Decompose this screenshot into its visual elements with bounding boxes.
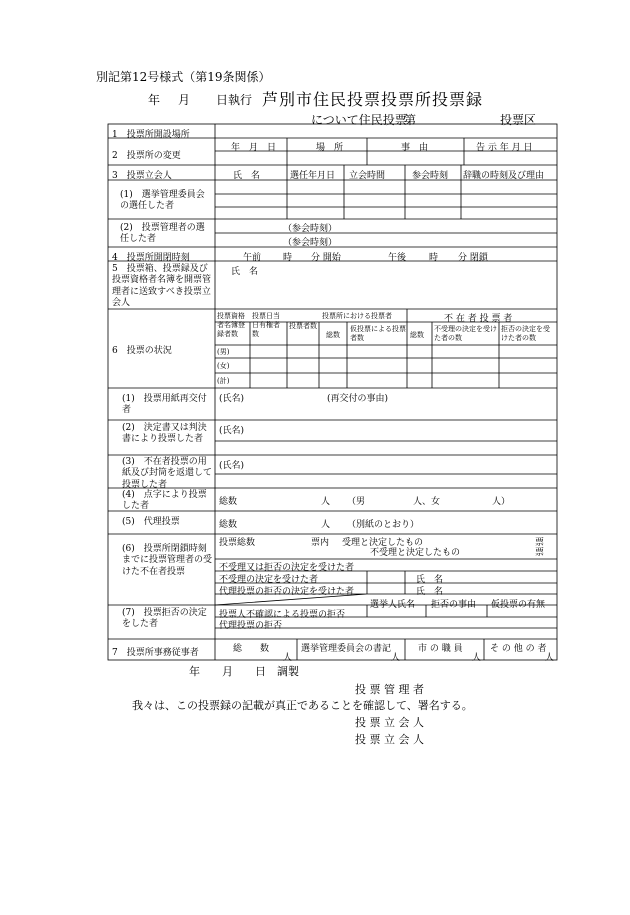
col-provisional-flag: 仮投票の有無 bbox=[491, 600, 546, 610]
col-reason: 事 由 bbox=[401, 143, 429, 153]
col-attend-time: 立会時間 bbox=[349, 171, 386, 181]
open-min-label: 分 開始 bbox=[311, 253, 341, 263]
prepared-date: 年 月 日 調製 bbox=[189, 665, 299, 678]
join-time-note-1: （参会時刻） bbox=[283, 224, 338, 234]
witness-committee-label: (1) 選挙管理委員会の選任した者 bbox=[120, 190, 205, 212]
reissue-name-label: (氏名) bbox=[219, 394, 245, 404]
row-staff-label: 7 投票所事務従事者 bbox=[112, 648, 199, 658]
staff-other-nin: 人 bbox=[545, 653, 555, 663]
col-not-accepted: 不受理の決定を受けた者の数 bbox=[434, 325, 497, 342]
about-vote-label: について住民投票 bbox=[311, 113, 407, 127]
col-absentee-total: 総数 bbox=[410, 331, 424, 339]
col-appoint-date: 選任年月日 bbox=[290, 171, 336, 181]
manager-signature-label: 投 票 管 理 者 bbox=[355, 683, 424, 696]
col-voter-name: 選挙人氏名 bbox=[370, 600, 416, 610]
open-hour-label: 時 bbox=[283, 253, 293, 263]
col-join-time: 参会時刻 bbox=[412, 171, 449, 181]
year-label: 年 bbox=[148, 93, 161, 107]
decision-vote-label: (2) 決定書又は判決書により投票した者 bbox=[122, 423, 207, 445]
col-refusal-reason: 拒否の事由 bbox=[431, 600, 477, 610]
col-inplace-voters: 投票所における投票者 bbox=[322, 312, 392, 320]
braille-nin-label: 人 bbox=[321, 497, 331, 507]
close-min-label: 分 閉鎖 bbox=[458, 253, 488, 263]
reject-decision-line: 不受理又は拒否の決定を受けた者 bbox=[219, 563, 355, 573]
col-provisional: 仮投票による投票者数 bbox=[350, 325, 406, 342]
braille-female-label: 人、女 bbox=[413, 497, 441, 507]
row-delivery-witness-label: 5 投票箱、投票録及び投票資格者名簿を開票管理者に送致すべき投票立会人 bbox=[112, 264, 212, 308]
district-label: 投票区 bbox=[500, 113, 537, 127]
staff-committee-clerk-label: 選挙管理委員会の書記 bbox=[301, 644, 392, 654]
staff-city-label: 市 の 職 員 bbox=[418, 644, 463, 654]
hyo-accepted-unit: 票 bbox=[535, 538, 545, 548]
proxy-refused-line: 代理投票の拒否の決定を受けた者 bbox=[219, 587, 355, 597]
braille-label: (4) 点字により投票した者 bbox=[122, 490, 207, 512]
proxy-vote-label: (5) 代理投票 bbox=[122, 517, 180, 527]
col-eligible: 投票日当日有権者数 bbox=[252, 312, 280, 338]
absentee-total-label: 投票総数 bbox=[219, 538, 256, 548]
name-label-2: 氏 名 bbox=[416, 587, 444, 597]
reissue-label: (1) 投票用紙再交付者 bbox=[122, 394, 207, 416]
absentee-return-label: (3) 不在者投票の用紙及び封筒を返還して投票した者 bbox=[122, 457, 213, 490]
decision-vote-name-label: (氏名) bbox=[219, 426, 245, 436]
row-vote-status-label: 6 投票の状況 bbox=[112, 346, 172, 356]
col-voters: 投票者数 bbox=[289, 322, 317, 330]
delivery-name-label: 氏 名 bbox=[231, 267, 259, 277]
not-accepted-line: 不受理の決定を受けた者 bbox=[219, 575, 319, 585]
certification-statement: 我々は、この投票録の記載が真正であることを確認して、署名する。 bbox=[132, 699, 473, 712]
row-male: (男) bbox=[217, 348, 230, 356]
proxy-note-label: （別紙のとおり） bbox=[347, 520, 420, 530]
day-exec-label: 日執行 bbox=[216, 93, 253, 107]
form-id: 別記第12号様式（第19条関係） bbox=[96, 70, 271, 84]
row-total: (計) bbox=[217, 377, 230, 385]
unconfirmed-refusal-line: 投票人不確認による投票の拒否 bbox=[219, 610, 346, 620]
col-place: 場 所 bbox=[316, 143, 344, 153]
row-place-change-label: 2 投票所の変更 bbox=[112, 151, 181, 161]
row-witness-label: 3 投票立会人 bbox=[112, 171, 172, 181]
absentee-accepted-label: 受理と決定したもの bbox=[342, 538, 424, 548]
witness-signature-label-1: 投 票 立 会 人 bbox=[355, 716, 424, 729]
absentee-rejected-label: 不受理と決定したもの bbox=[370, 548, 461, 558]
staff-clerk-nin: 人 bbox=[391, 653, 401, 663]
document-title: 芦別市住民投票投票所投票録 bbox=[262, 90, 484, 109]
dai-label: 第 bbox=[404, 113, 417, 127]
proxy-nin-label: 人 bbox=[321, 520, 331, 530]
pm-label: 午後 bbox=[388, 253, 407, 263]
witness-manager-label: (2) 投票管理者の選任した者 bbox=[120, 223, 205, 245]
staff-other-label: そ の 他 の 者 bbox=[490, 644, 547, 654]
row-open-close-label: 4 投票所開閉時刻 bbox=[112, 253, 190, 263]
col-notice-date: 告 示 年 月 日 bbox=[476, 143, 533, 153]
refusal-decision-label: (7) 投票拒否の決定をした者 bbox=[122, 608, 207, 630]
absentee-return-name-label: (氏名) bbox=[219, 461, 245, 471]
staff-city-nin: 人 bbox=[472, 653, 482, 663]
close-hour-label: 時 bbox=[429, 253, 439, 263]
name-label-1: 氏 名 bbox=[416, 575, 444, 585]
proxy-refusal-line: 代理投票の拒否 bbox=[219, 621, 283, 631]
col-refused: 拒否の決定を受けた者の数 bbox=[501, 325, 550, 342]
braille-male-label: （男 bbox=[347, 497, 366, 507]
braille-end-label: 人） bbox=[492, 497, 511, 507]
absentee-within-label: 票内 bbox=[311, 538, 330, 548]
staff-total-label: 総 数 bbox=[233, 644, 270, 654]
braille-total-label: 総数 bbox=[219, 497, 238, 507]
proxy-total-label: 総数 bbox=[219, 520, 238, 530]
staff-total-nin: 人 bbox=[283, 653, 293, 663]
col-witness-name: 氏 名 bbox=[233, 171, 261, 181]
col-inplace-total: 総数 bbox=[326, 331, 340, 339]
col-date: 年 月 日 bbox=[231, 143, 277, 153]
reissue-reason-label: (再交付の事由) bbox=[327, 394, 389, 404]
join-time-note-2: （参会時刻） bbox=[283, 238, 338, 248]
row-polling-place-label: 1 投票所開設場所 bbox=[112, 130, 190, 140]
month-label: 月 bbox=[178, 93, 191, 107]
absentee-received-label: (6) 投票所閉鎖時刻までに投票管理者の受けた不在者投票 bbox=[122, 544, 213, 577]
am-label: 午前 bbox=[243, 253, 262, 263]
witness-signature-label-2: 投 票 立 会 人 bbox=[355, 733, 424, 746]
col-absentee-voters: 不 在 者 投 票 者 bbox=[444, 314, 513, 324]
col-resign: 辞職の時刻及び理由 bbox=[463, 171, 545, 181]
hyo-rejected-unit: 票 bbox=[535, 548, 545, 558]
row-female: (女) bbox=[217, 362, 230, 370]
col-registered: 投票資格者名簿登録者数 bbox=[217, 312, 245, 338]
